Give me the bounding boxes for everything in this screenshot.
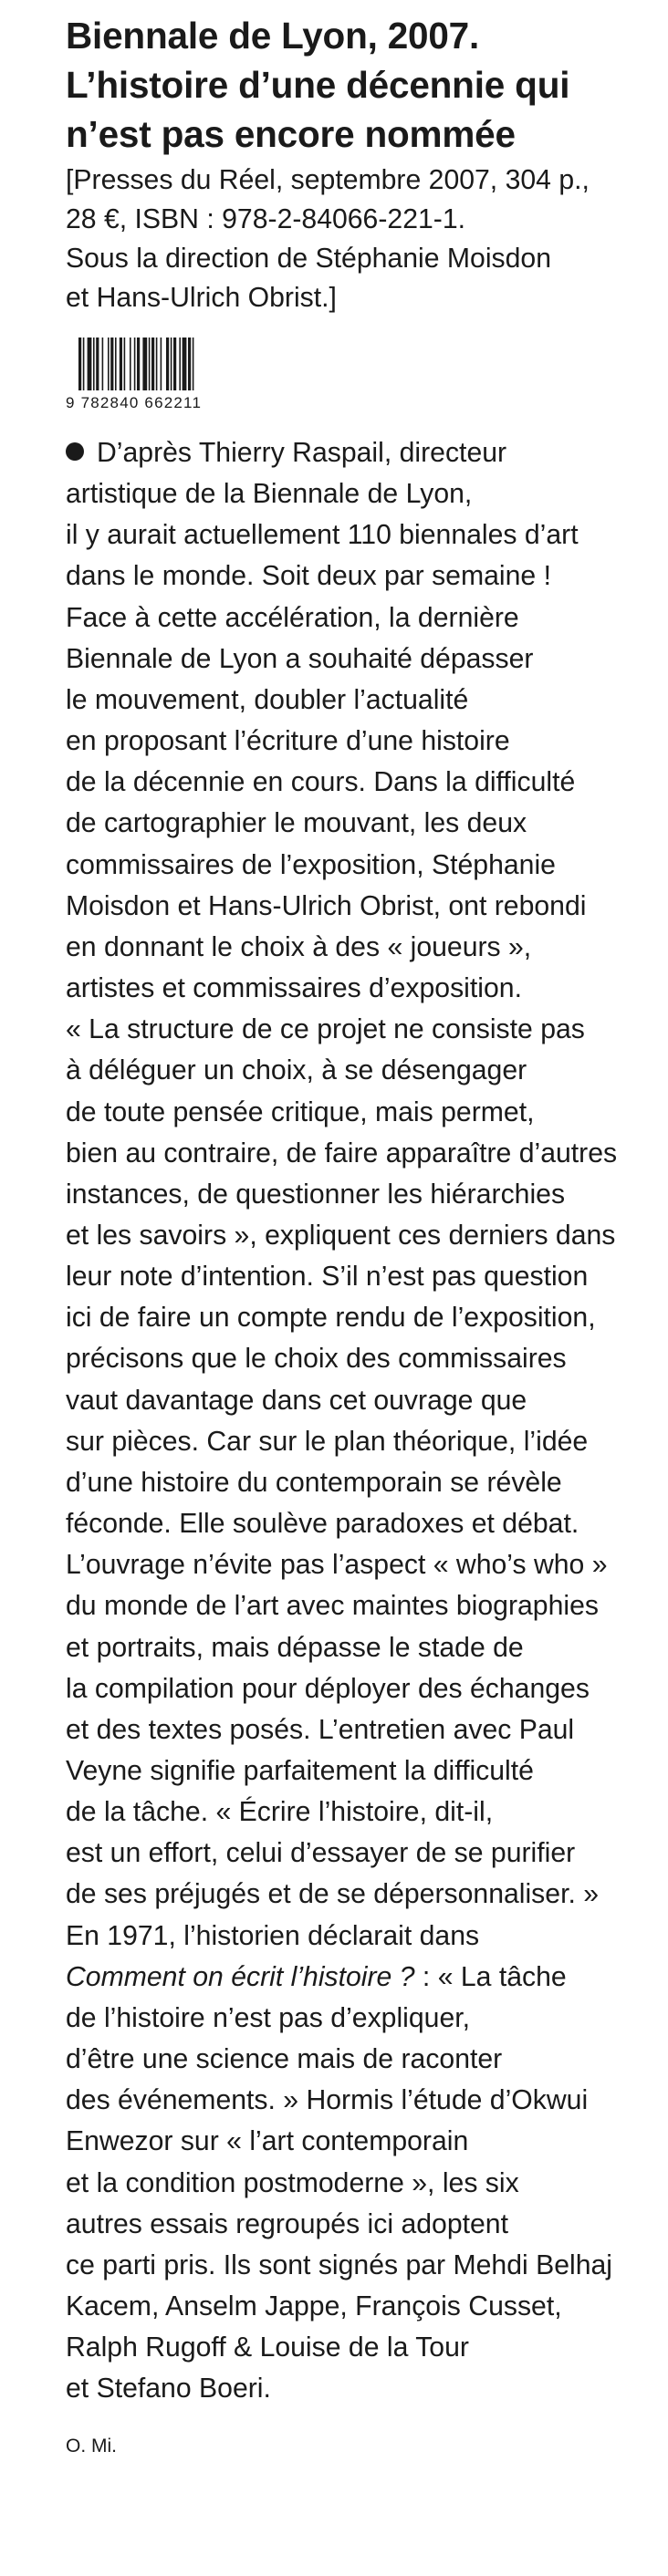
body-line: à déléguer un choix, à se désengager — [66, 1055, 527, 1086]
bullet-icon — [66, 442, 84, 461]
body-line: Enwezor sur « l’art contemporain — [66, 2126, 469, 2157]
body-line: vaut davantage dans cet ouvrage que — [66, 1385, 527, 1416]
body-line: ici de faire un compte rendu de l’exposition, — [66, 1303, 596, 1334]
body-line: Face à cette accélération, la dernière — [66, 602, 519, 633]
body-line: artistique de la Biennale de Lyon, — [66, 479, 473, 510]
body-line: dans le monde. Soit deux par semaine ! — [66, 561, 551, 592]
body-line: du monde de l’art avec maintes biographies — [66, 1591, 599, 1622]
body-line-text: D’après Thierry Raspail, directeur — [97, 438, 507, 468]
body-line: et portraits, mais dépasse le stade de — [66, 1632, 524, 1663]
body-line: ce parti pris. Ils sont signés par Mehdi Belhaj — [66, 2249, 613, 2280]
body-line: est un effort, celui d’essayer de se purifier — [66, 1838, 576, 1869]
body-line — [66, 432, 659, 473]
body-line — [66, 1957, 659, 1998]
barcode-digits: 9 782840 662211 — [66, 394, 203, 411]
body-line: d’une histoire du contemporain se révèle — [66, 1467, 562, 1498]
body-line: bien au contraire, de faire apparaître d’autres — [66, 1137, 618, 1169]
body-line: autres essais regroupés ici adoptent — [66, 2208, 508, 2239]
body-line: le mouvement, doubler l’actualité — [66, 684, 469, 715]
title-line: Biennale de Lyon, 2007. — [66, 15, 480, 57]
body-line: et les savoirs », expliquent ces derniers dans — [66, 1220, 616, 1251]
body-line: et des textes posés. L’entretien avec Paul — [66, 1714, 575, 1745]
body-line: il y aurait actuellement 110 biennales d’art — [66, 520, 579, 551]
body-line: Kacem, Anselm Jappe, François Cusset, — [66, 2291, 562, 2322]
barcode-icon — [66, 338, 285, 394]
body-line: la compilation pour déployer des échanges — [66, 1673, 590, 1704]
body-line: Veyne signifie parfaitement la difficulté — [66, 1756, 534, 1786]
title-line: n’est pas encore nommée — [66, 113, 516, 155]
publication-line: [Presses du Réel, septembre 2007, 304 p., — [66, 165, 590, 195]
isbn-barcode — [66, 338, 285, 421]
body-line: L’ouvrage n’évite pas l’aspect « who’s who » — [66, 1550, 608, 1581]
author-signature: O. Mi. — [66, 2435, 117, 2457]
body-line: précisons que le choix des commissaires — [66, 1344, 567, 1375]
book-title-italic: Comment on écrit l’histoire ? — [66, 1961, 415, 1992]
review-article — [66, 11, 659, 2457]
publication-info — [66, 161, 659, 317]
body-line: d’être une science mais de raconter — [66, 2044, 503, 2075]
body-line: de toute pensée critique, mais permet, — [66, 1096, 535, 1127]
body-line: en donnant le choix à des « joueurs », — [66, 931, 532, 962]
body-line: des événements. » Hormis l’étude d’Okwui — [66, 2085, 589, 2116]
body-line: de la tâche. « Écrire l’histoire, dit-il, — [66, 1797, 494, 1828]
body-line: sur pièces. Car sur le plan théorique, l’idée — [66, 1426, 589, 1457]
body-line: de la décennie en cours. Dans la difficulté — [66, 767, 576, 798]
body-line: leur note d’intention. S’il n’est pas question — [66, 1262, 589, 1293]
body-line: Ralph Rugoff & Louise de la Tour — [66, 2332, 469, 2363]
body-line: Biennale de Lyon a souhaité dépasser — [66, 643, 534, 674]
body-line: et la condition postmoderne », les six — [66, 2167, 519, 2198]
body-line: de cartographier le mouvant, les deux — [66, 808, 527, 839]
body-line: et Stefano Boeri. — [66, 2373, 271, 2405]
body-line: de ses préjugés et de se dépersonnaliser. » — [66, 1879, 600, 1910]
body-line: de l’histoire n’est pas d’expliquer, — [66, 2002, 471, 2033]
body-line-text: : « La tâche — [414, 1961, 567, 1992]
body-line: en proposant l’écriture d’une histoire — [66, 726, 510, 757]
body-line: commissaires de l’exposition, Stéphanie — [66, 849, 556, 880]
publication-line: et Hans-Ulrich Obrist.] — [66, 283, 337, 313]
title-line: L’histoire d’une décennie qui — [66, 64, 570, 106]
body-line: instances, de questionner les hiérarchies — [66, 1179, 566, 1210]
review-body — [66, 432, 659, 2410]
body-line: féconde. Elle soulève paradoxes et débat. — [66, 1509, 579, 1540]
body-line: Moisdon et Hans-Ulrich Obrist, ont rebondi — [66, 890, 587, 921]
publication-line: 28 €, ISBN : 978-2-84066-221-1. — [66, 204, 465, 234]
body-line: « La structure de ce projet ne consiste pas — [66, 1014, 585, 1045]
publication-line: Sous la direction de Stéphanie Moisdon — [66, 244, 551, 274]
body-line: artistes et commissaires d’exposition. — [66, 973, 522, 1004]
review-title — [66, 11, 659, 159]
body-line: En 1971, l’historien déclarait dans — [66, 1920, 480, 1951]
